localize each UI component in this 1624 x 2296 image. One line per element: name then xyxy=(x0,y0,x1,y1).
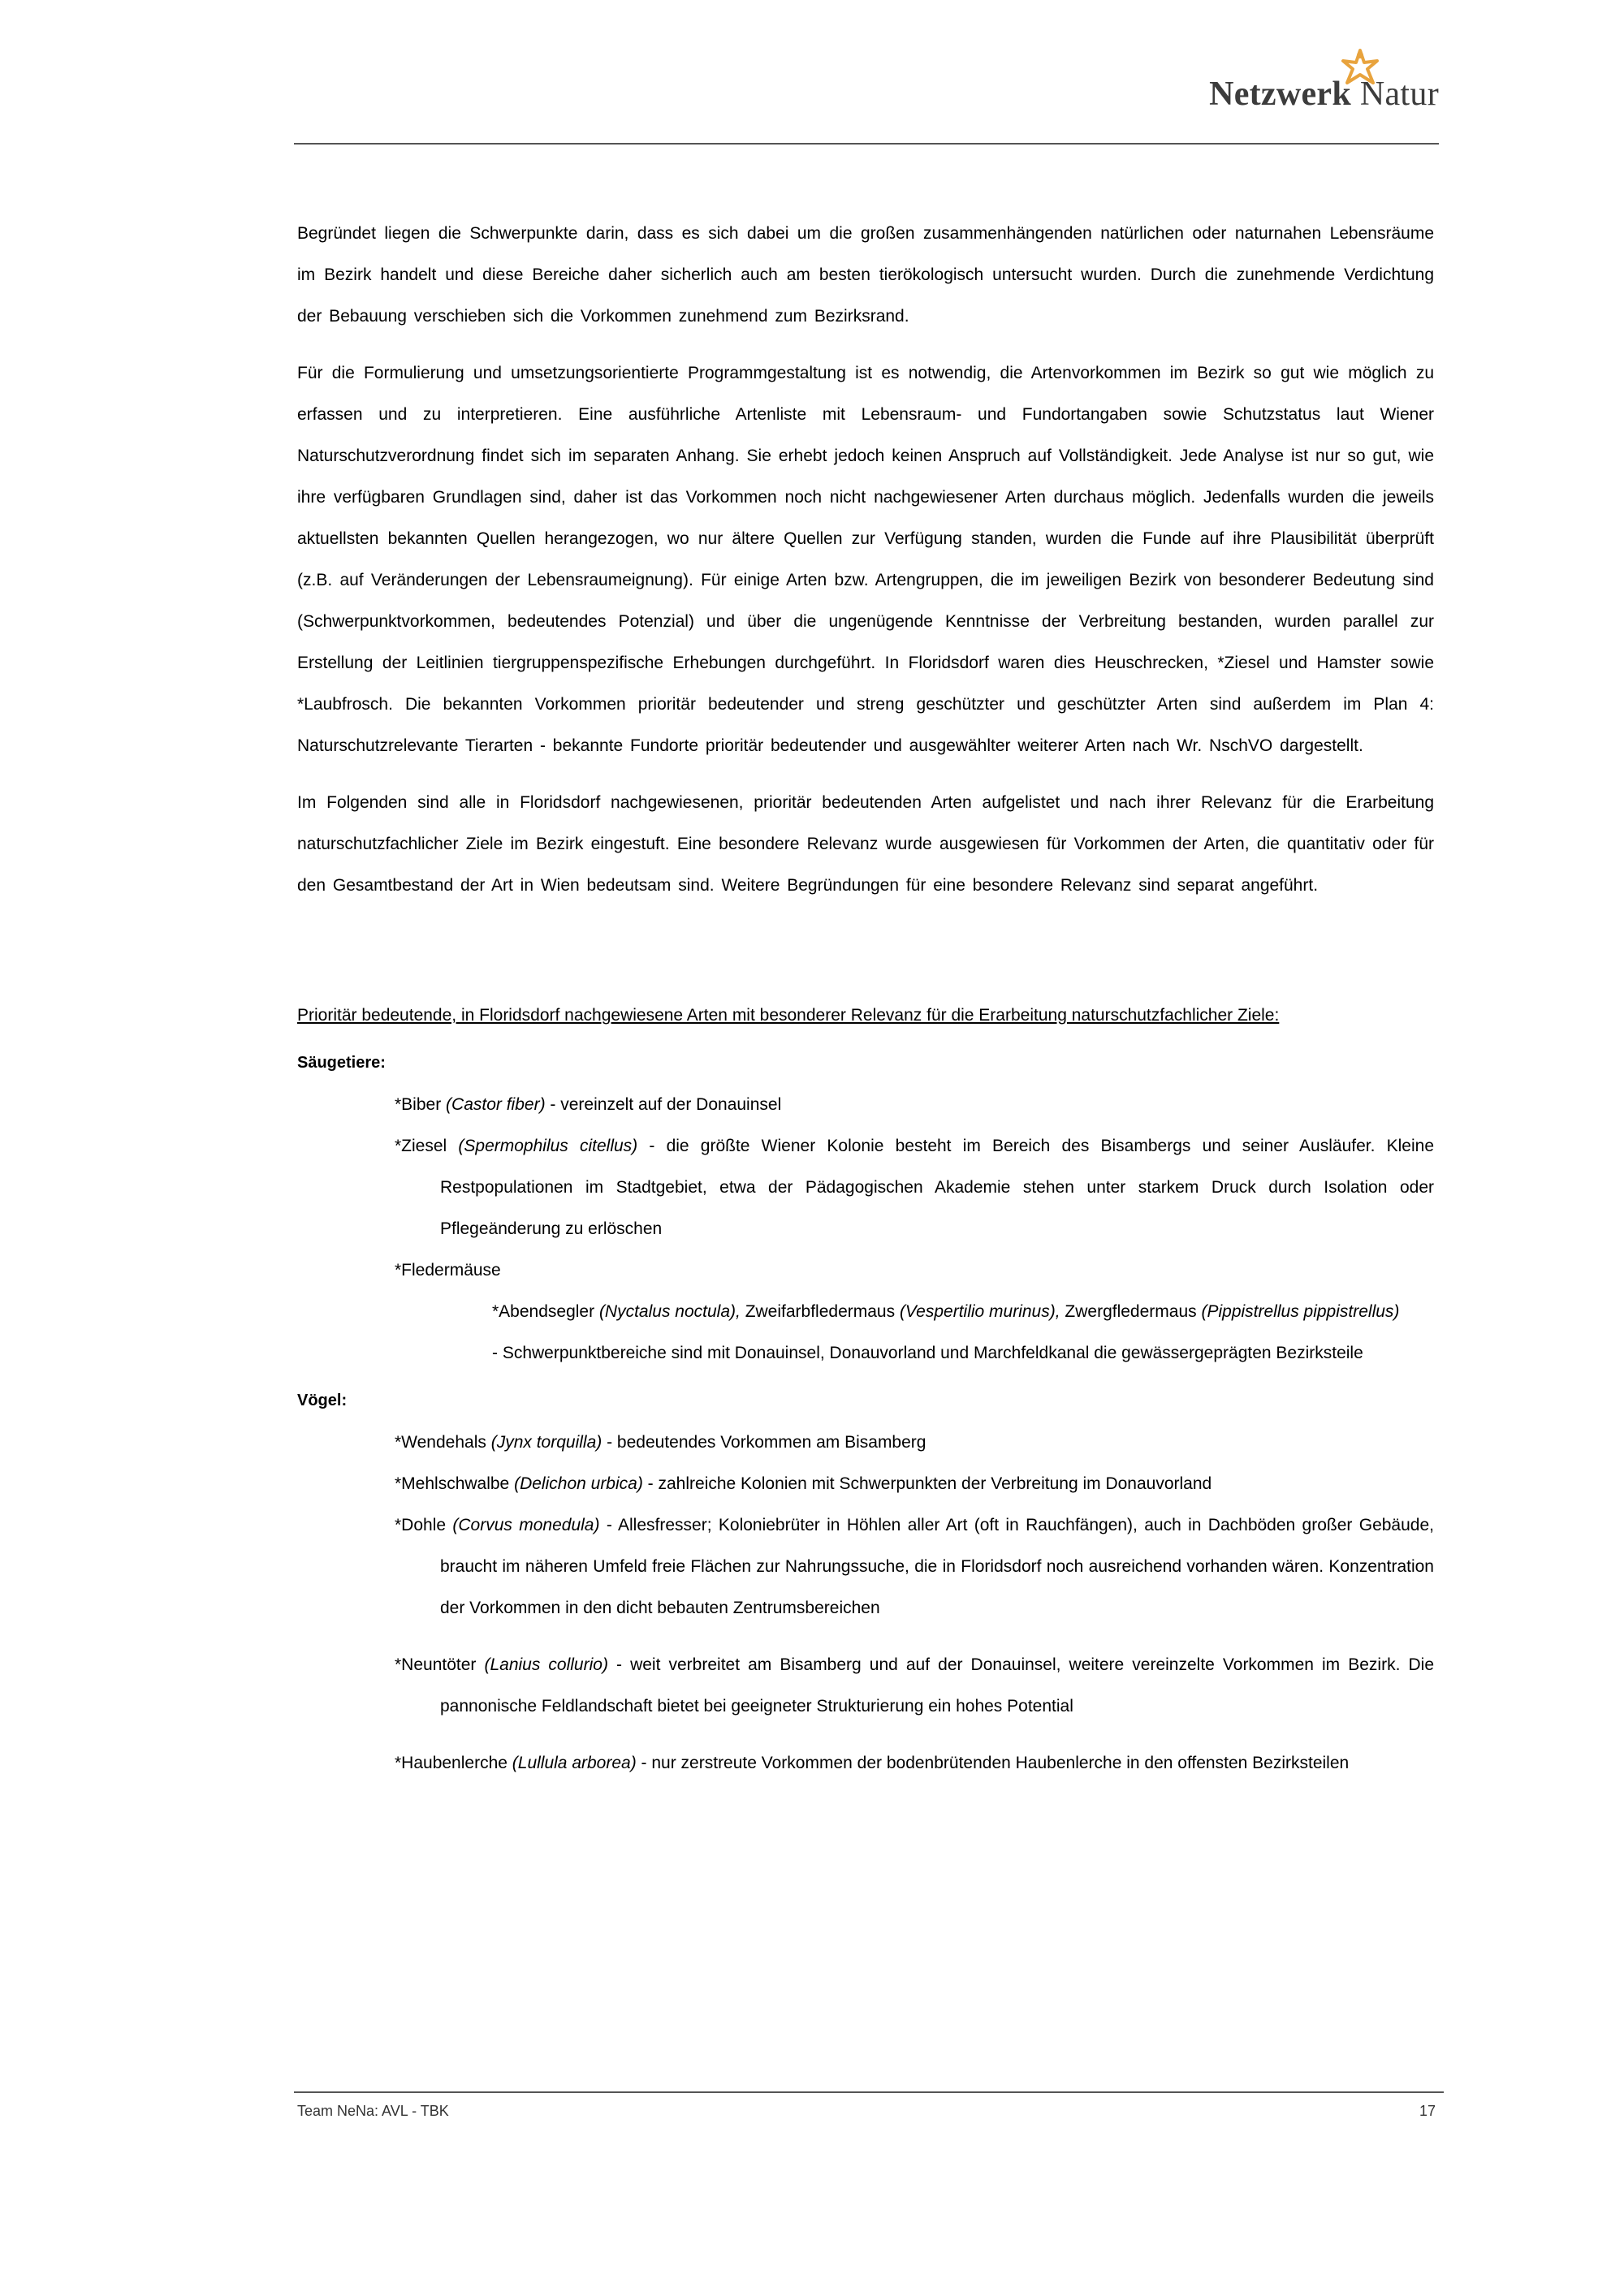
species-wendehals: *Wendehals (Jynx torquilla) - bedeutendes Vorkommen am Bisamberg xyxy=(395,1433,926,1452)
species-neuntoeter: *Neuntöter (Lanius collurio) - weit verbreitet am Bisamberg und auf der Donauinsel, weitere vereinzelte Vorkommen im Bezirk. Die pannonische Feldlandschaft bietet bei geeigneter Strukturierung ein hohes Potential xyxy=(395,1655,1434,1716)
species-haubenlerche: *Haubenlerche (Lullula arborea) - nur zerstreute Vorkommen der bodenbrütenden Haubenlerche in den offensten Bezirksteilen xyxy=(395,1754,1350,1772)
species-list-heading: Prioritär bedeutende, in Floridsdorf nachgewiesene Arten mit besonderer Relevanz für die Erarbeitung naturschutzfachlicher Ziele: xyxy=(297,1006,1280,1025)
footer-divider xyxy=(294,2091,1444,2093)
species-fledermaeuse: *Fledermäuse xyxy=(395,1261,501,1280)
bat-habitat-note: - Schwerpunktbereiche sind mit Donauinsel, Donauvorland und Marchfeldkanal die gewässergeprägten Bezirksteile xyxy=(492,1344,1363,1362)
footer-team-label: Team NeNa: AVL - TBK xyxy=(297,2103,449,2119)
mammals-heading: Säugetiere: xyxy=(297,1054,386,1072)
main-content xyxy=(297,213,1434,1784)
species-ziesel: *Ziesel (Spermophilus citellus) - die größte Wiener Kolonie besteht im Bereich des Bisambergs und seiner Ausläufer. Kleine Restpopulationen im Stadtgebiet, etwa der Pädagogischen Akademie stehen unter starkem Druck durch Isolation oder Pflegeänderung zu erlöschen xyxy=(395,1137,1434,1238)
logo-text: Netzwerk Natur xyxy=(1209,76,1439,113)
paragraph-3: Im Folgenden sind alle in Floridsdorf nachgewiesenen, prioritär bedeutenden Arten aufgelistet und nach ihrer Relevanz für die Erarbeitung naturschutzfachlicher Ziele im Bezirk eingestuft. Eine besondere Relevanz wurde ausgewiesen für Vorkommen der Arten, die quantitativ oder für den Gesamtbestand der Art in Wien bedeutsam sind. Weitere Begründungen für eine besondere Relevanz sind separat angeführt. xyxy=(297,793,1434,895)
paragraph-2: Für die Formulierung und umsetzungsorientierte Programmgestaltung ist es notwendig, die Artenvorkommen im Bezirk so gut wie möglich zu erfassen und zu interpretieren. Eine ausführliche Artenliste mit Lebensraum- und Fundortangaben sowie Schutzstatus laut Wiener Naturschutzverordnung findet sich im separaten Anhang. Sie erhebt jedoch keinen Anspruch auf Vollständigkeit. Jede Analyse ist nur so gut, wie ihre verfügbaren Grundlagen sind, daher ist das Vorkommen noch nicht nachgewiesener Arten durchaus möglich. Jedenfalls wurden die jeweils aktuellsten bekannten Quellen herangezogen, wo nur ältere Quellen zur Verfügung standen, wurden die Funde auf ihre Plausibilität überprüft (z.B. auf Veränderungen der Lebensraumeignung). Für einige Arten bzw. Artengruppen, die im jeweiligen Bezirk von besonderer Bedeutung sind (Schwerpunktvorkommen, bedeutendes Potenzial) und über die ungenügende Kenntnisse der Verbreitung bestanden, wurden parallel zur Erstellung der Leitlinien tiergruppenspezifische Erhebungen durchgeführt. In Floridsdorf waren dies Heuschrecken, *Ziesel und Hamster sowie *Laubfrosch. Die bekannten Vorkommen prioritär bedeutender und streng geschützter und geschützter Arten sind außerdem im Plan 4: Naturschutzrelevante Tierarten - bekannte Fundorte prioritär bedeutender und ausgewählter weiterer Arten nach Wr. NschVO dargestellt. xyxy=(297,364,1434,755)
page-number: 17 xyxy=(1419,2103,1436,2119)
species-dohle: *Dohle (Corvus monedula) - Allesfresser; Koloniebrüter in Höhlen aller Art (oft in Rauchfängen), auch in Dachböden großer Gebäude, braucht im näheren Umfeld freie Flächen zur Nahrungssuche, die in Floridsdorf noch ausreichend vorhanden wären. Konzentration der Vorkommen in den dicht bebauten Zentrumsbereichen xyxy=(395,1516,1434,1617)
netzwerk-natur-logo xyxy=(1209,75,1439,114)
species-biber: *Biber (Castor fiber) - vereinzelt auf der Donauinsel xyxy=(395,1095,782,1114)
bat-species-list: *Abendsegler (Nyctalus noctula), Zweifarbfledermaus (Vespertilio murinus), Zwergfledermaus (Pippistrellus pippistrellus) xyxy=(492,1302,1400,1321)
star-figure-icon xyxy=(1339,47,1381,89)
paragraph-1: Begründet liegen die Schwerpunkte darin, dass es sich dabei um die großen zusammenhängenden natürlichen oder naturnahen Lebensräume im Bezirk handelt und diese Bereiche daher sicherlich auch am besten tierökologisch untersucht wurden. Durch die zunehmende Verdichtung der Bebauung verschieben sich die Vorkommen zunehmend zum Bezirksrand. xyxy=(297,224,1434,326)
species-mehlschwalbe: *Mehlschwalbe (Delichon urbica) - zahlreiche Kolonien mit Schwerpunkten der Verbreitung im Donauvorland xyxy=(395,1474,1212,1493)
header-divider xyxy=(294,143,1439,145)
birds-heading: Vögel: xyxy=(297,1392,348,1409)
